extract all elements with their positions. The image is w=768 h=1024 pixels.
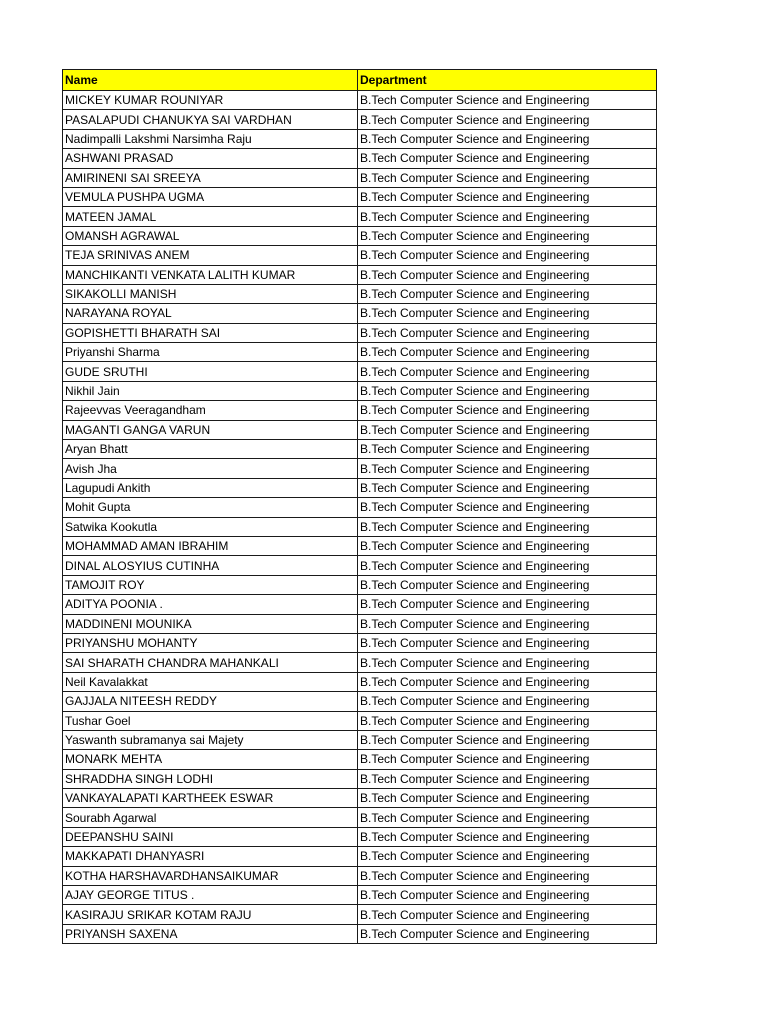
cell-department: B.Tech Computer Science and Engineering	[358, 789, 657, 808]
table-row	[63, 246, 657, 265]
cell-name: MICKEY KUMAR ROUNIYAR	[63, 91, 358, 110]
cell-department: B.Tech Computer Science and Engineering	[358, 633, 657, 652]
cell-department: B.Tech Computer Science and Engineering	[358, 304, 657, 323]
table-row	[63, 653, 657, 672]
cell-department: B.Tech Computer Science and Engineering	[358, 595, 657, 614]
table-row	[63, 401, 657, 420]
cell-department: B.Tech Computer Science and Engineering	[358, 265, 657, 284]
cell-department: B.Tech Computer Science and Engineering	[358, 866, 657, 885]
cell-name: GAJJALA NITEESH REDDY	[63, 692, 358, 711]
table-row	[63, 226, 657, 245]
cell-department: B.Tech Computer Science and Engineering	[358, 575, 657, 594]
table-row	[63, 304, 657, 323]
cell-name: Lagupudi Ankith	[63, 478, 358, 497]
cell-department: B.Tech Computer Science and Engineering	[358, 246, 657, 265]
cell-name: Tushar Goel	[63, 711, 358, 730]
cell-name: SAI SHARATH CHANDRA MAHANKALI	[63, 653, 358, 672]
cell-name: SIKAKOLLI MANISH	[63, 284, 358, 303]
cell-department: B.Tech Computer Science and Engineering	[358, 886, 657, 905]
cell-name: ASHWANI PRASAD	[63, 149, 358, 168]
cell-name: MADDINENI MOUNIKA	[63, 614, 358, 633]
column-header-name: Name	[63, 70, 358, 91]
cell-department: B.Tech Computer Science and Engineering	[358, 498, 657, 517]
cell-name: Sourabh Agarwal	[63, 808, 358, 827]
cell-name: TAMOJIT ROY	[63, 575, 358, 594]
table-row	[63, 536, 657, 555]
cell-department: B.Tech Computer Science and Engineering	[358, 711, 657, 730]
cell-department: B.Tech Computer Science and Engineering	[358, 323, 657, 342]
table-row	[63, 556, 657, 575]
cell-department: B.Tech Computer Science and Engineering	[358, 381, 657, 400]
table-row	[63, 168, 657, 187]
table-row	[63, 827, 657, 846]
cell-name: Nikhil Jain	[63, 381, 358, 400]
table-row	[63, 187, 657, 206]
cell-name: MANCHIKANTI VENKATA LALITH KUMAR	[63, 265, 358, 284]
cell-name: NARAYANA ROYAL	[63, 304, 358, 323]
table-row	[63, 769, 657, 788]
table-row	[63, 692, 657, 711]
cell-department: B.Tech Computer Science and Engineering	[358, 517, 657, 536]
table-row	[63, 149, 657, 168]
cell-name: Yaswanth subramanya sai Majety	[63, 730, 358, 749]
cell-department: B.Tech Computer Science and Engineering	[358, 226, 657, 245]
cell-department: B.Tech Computer Science and Engineering	[358, 362, 657, 381]
cell-name: Avish Jha	[63, 459, 358, 478]
table-row	[63, 847, 657, 866]
table-row	[63, 730, 657, 749]
cell-name: MAKKAPATI DHANYASRI	[63, 847, 358, 866]
cell-name: TEJA SRINIVAS ANEM	[63, 246, 358, 265]
cell-department: B.Tech Computer Science and Engineering	[358, 672, 657, 691]
cell-department: B.Tech Computer Science and Engineering	[358, 129, 657, 148]
cell-name: MONARK MEHTA	[63, 750, 358, 769]
table-row	[63, 498, 657, 517]
cell-name: Neil Kavalakkat	[63, 672, 358, 691]
cell-department: B.Tech Computer Science and Engineering	[358, 536, 657, 555]
cell-department: B.Tech Computer Science and Engineering	[358, 91, 657, 110]
cell-name: DEEPANSHU SAINI	[63, 827, 358, 846]
table-row	[63, 129, 657, 148]
table-row	[63, 284, 657, 303]
cell-department: B.Tech Computer Science and Engineering	[358, 149, 657, 168]
table-row	[63, 905, 657, 924]
table-row	[63, 343, 657, 362]
cell-name: PASALAPUDI CHANUKYA SAI VARDHAN	[63, 110, 358, 129]
table-row	[63, 924, 657, 943]
cell-department: B.Tech Computer Science and Engineering	[358, 168, 657, 187]
cell-department: B.Tech Computer Science and Engineering	[358, 110, 657, 129]
cell-department: B.Tech Computer Science and Engineering	[358, 808, 657, 827]
cell-department: B.Tech Computer Science and Engineering	[358, 827, 657, 846]
cell-name: ADITYA POONIA .	[63, 595, 358, 614]
cell-name: KOTHA HARSHAVARDHANSAIKUMAR	[63, 866, 358, 885]
cell-department: B.Tech Computer Science and Engineering	[358, 924, 657, 943]
cell-department: B.Tech Computer Science and Engineering	[358, 459, 657, 478]
cell-department: B.Tech Computer Science and Engineering	[358, 905, 657, 924]
table-row	[63, 866, 657, 885]
table-row	[63, 362, 657, 381]
table-row	[63, 381, 657, 400]
cell-department: B.Tech Computer Science and Engineering	[358, 614, 657, 633]
table-row	[63, 440, 657, 459]
cell-department: B.Tech Computer Science and Engineering	[358, 401, 657, 420]
cell-department: B.Tech Computer Science and Engineering	[358, 556, 657, 575]
table-row	[63, 633, 657, 652]
cell-name: Mohit Gupta	[63, 498, 358, 517]
table-row	[63, 789, 657, 808]
table-row	[63, 265, 657, 284]
cell-department: B.Tech Computer Science and Engineering	[358, 187, 657, 206]
cell-name: Rajeevvas Veeragandham	[63, 401, 358, 420]
cell-name: VEMULA PUSHPA UGMA	[63, 187, 358, 206]
cell-name: VANKAYALAPATI KARTHEEK ESWAR	[63, 789, 358, 808]
table-row	[63, 110, 657, 129]
cell-name: Satwika Kookutla	[63, 517, 358, 536]
cell-department: B.Tech Computer Science and Engineering	[358, 847, 657, 866]
table-row	[63, 420, 657, 439]
cell-name: Aryan Bhatt	[63, 440, 358, 459]
cell-name: MAGANTI GANGA VARUN	[63, 420, 358, 439]
spreadsheet-page	[62, 69, 656, 944]
cell-department: B.Tech Computer Science and Engineering	[358, 440, 657, 459]
table-row	[63, 91, 657, 110]
cell-name: MATEEN JAMAL	[63, 207, 358, 226]
cell-name: PRIYANSH SAXENA	[63, 924, 358, 943]
cell-department: B.Tech Computer Science and Engineering	[358, 730, 657, 749]
cell-department: B.Tech Computer Science and Engineering	[358, 284, 657, 303]
cell-name: MOHAMMAD AMAN IBRAHIM	[63, 536, 358, 555]
cell-name: SHRADDHA SINGH LODHI	[63, 769, 358, 788]
table-header	[63, 70, 657, 91]
cell-name: AMIRINENI SAI SREEYA	[63, 168, 358, 187]
table-row	[63, 517, 657, 536]
cell-name: DINAL ALOSYIUS CUTINHA	[63, 556, 358, 575]
table-row	[63, 478, 657, 497]
cell-name: AJAY GEORGE TITUS .	[63, 886, 358, 905]
table-row	[63, 808, 657, 827]
cell-department: B.Tech Computer Science and Engineering	[358, 692, 657, 711]
header-row	[63, 70, 657, 91]
table-row	[63, 614, 657, 633]
cell-department: B.Tech Computer Science and Engineering	[358, 207, 657, 226]
cell-name: GOPISHETTI BHARATH SAI	[63, 323, 358, 342]
cell-name: Priyanshi Sharma	[63, 343, 358, 362]
cell-name: KASIRAJU SRIKAR KOTAM RAJU	[63, 905, 358, 924]
table-row	[63, 323, 657, 342]
table-row	[63, 595, 657, 614]
table-row	[63, 207, 657, 226]
table-row	[63, 575, 657, 594]
student-table	[62, 69, 657, 944]
cell-name: GUDE SRUTHI	[63, 362, 358, 381]
table-row	[63, 672, 657, 691]
table-row	[63, 750, 657, 769]
cell-department: B.Tech Computer Science and Engineering	[358, 420, 657, 439]
cell-department: B.Tech Computer Science and Engineering	[358, 769, 657, 788]
cell-department: B.Tech Computer Science and Engineering	[358, 478, 657, 497]
table-body	[63, 91, 657, 944]
table-row	[63, 459, 657, 478]
cell-department: B.Tech Computer Science and Engineering	[358, 343, 657, 362]
table-row	[63, 711, 657, 730]
cell-name: OMANSH AGRAWAL	[63, 226, 358, 245]
cell-department: B.Tech Computer Science and Engineering	[358, 750, 657, 769]
cell-department: B.Tech Computer Science and Engineering	[358, 653, 657, 672]
column-header-department: Department	[358, 70, 657, 91]
cell-name: Nadimpalli Lakshmi Narsimha Raju	[63, 129, 358, 148]
table-row	[63, 886, 657, 905]
cell-name: PRIYANSHU MOHANTY	[63, 633, 358, 652]
